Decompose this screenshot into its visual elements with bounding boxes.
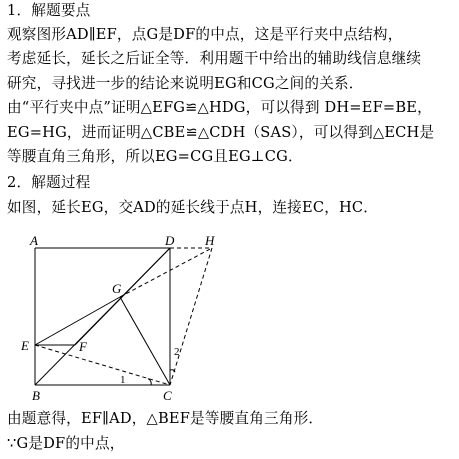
label-B: B bbox=[32, 388, 40, 403]
section1-heading: 1．解题要点 bbox=[7, 2, 91, 19]
label-C: C bbox=[163, 388, 172, 403]
label-E: E bbox=[21, 338, 29, 353]
segment-EG bbox=[35, 297, 120, 345]
label-G: G bbox=[112, 281, 122, 296]
after-figure-line1: 由题意得，EF∥AD，△BEF是等腰直角三角形． bbox=[7, 410, 324, 427]
segment-BD bbox=[35, 248, 170, 385]
label-F: F bbox=[79, 339, 87, 354]
section1-paragraph2-line3: 等腰直角三角形，所以EG=CG且EG⊥CG． bbox=[7, 148, 303, 165]
label-angle-1: 1 bbox=[120, 374, 126, 386]
label-A: A bbox=[30, 233, 38, 248]
section1-paragraph2-line1: 由“平行夹中点”证明△EFG≌△HDG，可以得到 DH=EF=BE， bbox=[7, 99, 432, 116]
label-D: D bbox=[165, 233, 175, 248]
section1-paragraph1-line2: 考虑延长，延长之后证全等．利用题干中给出的辅助线信息继续 bbox=[7, 50, 422, 67]
label-angle-2: 2 bbox=[174, 346, 180, 358]
section1-paragraph1-line1: 观察图形AD∥EF，点G是DF的中点，这是平行夹中点结构， bbox=[7, 26, 403, 43]
section1-paragraph2-line2: EG=HG，进而证明△CBE≌△CDH（SAS），可以得到△ECH是 bbox=[7, 124, 435, 141]
segment-GH bbox=[120, 248, 212, 297]
label-H: H bbox=[205, 233, 215, 248]
segment-HC bbox=[170, 248, 212, 385]
after-figure-line2: ∵G是DF的中点， bbox=[7, 435, 125, 452]
segment-GC bbox=[120, 297, 170, 385]
section1-paragraph1-line3: 研究，寻找进一步的结论来说明EG和CG之间的关系． bbox=[7, 75, 364, 92]
section2-paragraph1: 如图，延长EG，交AD的延长线于点H，连接EC，HC． bbox=[7, 199, 379, 216]
section2-heading: 2．解题过程 bbox=[7, 174, 91, 191]
